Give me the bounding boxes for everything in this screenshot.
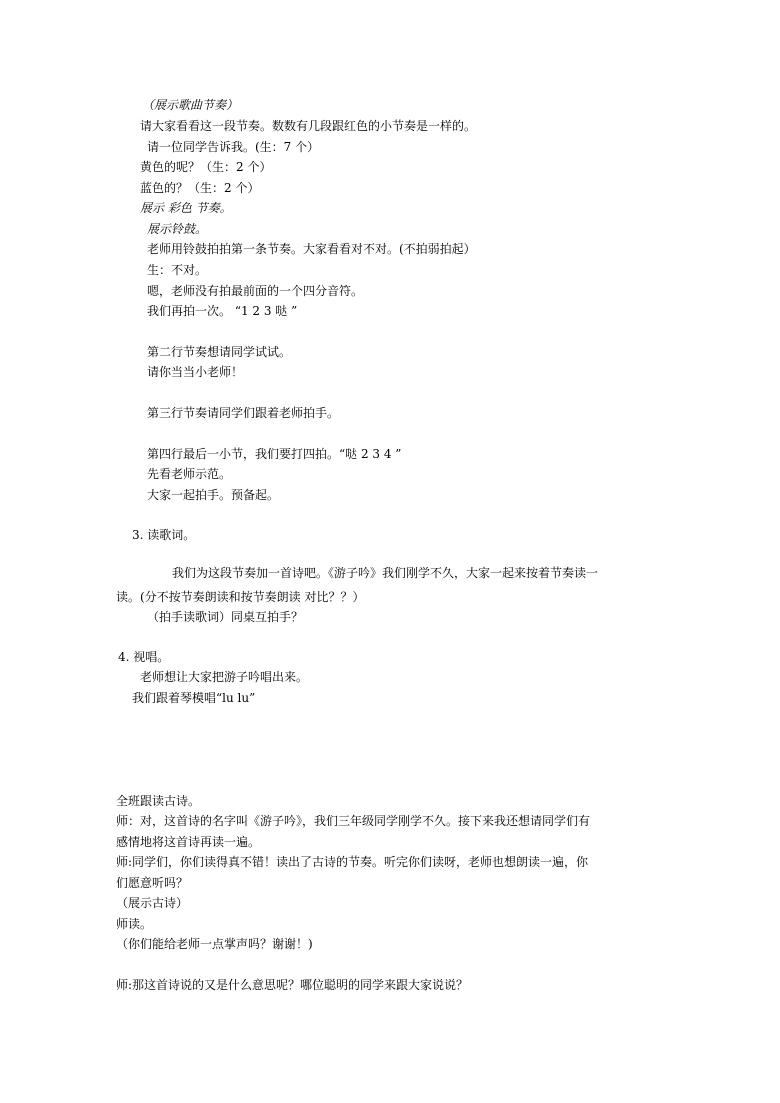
- text-line: 读。(分不按节奏朗读和按节奏朗读 对比？？）: [116, 590, 365, 604]
- text-line: （你们能给老师一点掌声吗？谢谢！): [116, 937, 313, 951]
- text-line: 我们跟着琴模唱“lu lu”: [132, 691, 256, 705]
- text-line: 请你当当小老师！: [147, 365, 244, 379]
- stage-direction-tambourine: 展示铃鼓。: [147, 222, 208, 236]
- text-line: 第二行节奏想请同学试试。: [147, 345, 292, 359]
- text-line: 先看老师示范。: [147, 467, 232, 481]
- text-line: 我们为这段节奏加一首诗吧。《游子吟》我们刚学不久，大家一起来按着节奏读一: [172, 566, 599, 580]
- section-heading-read-lyrics: 3. 读歌词。: [132, 528, 196, 542]
- stage-direction-show-rhythm: （展示歌曲节奏）: [142, 98, 239, 112]
- text-line: 请大家看看这一段节奏。数数有几段跟红色的小节奏是一样的。: [140, 119, 477, 133]
- text-line: 全班跟读古诗。: [116, 794, 201, 808]
- text-line: 师:那这首诗说的又是什么意思呢？哪位聪明的同学来跟大家说说？: [116, 978, 469, 992]
- text-line: 老师想让大家把游子吟唱出来。: [140, 670, 309, 684]
- text-line: 师读。: [116, 917, 153, 931]
- text-line: 老师用铃鼓拍拍第一条节奏。大家看看对不对。(不拍弱拍起）: [147, 242, 476, 256]
- section-heading-sight-singing: 4. 视唱。: [118, 650, 170, 664]
- text-line: 大家一起拍手。预备起。: [147, 488, 280, 502]
- text-line: 第三行节奏请同学们跟着老师拍手。: [147, 406, 340, 420]
- text-line: 嗯，老师没有拍最前面的一个四分音符。: [147, 284, 364, 298]
- text-line: 请一位同学告诉我。(生：7 个）: [147, 140, 320, 154]
- text-line: 师:同学们，你们读得真不错！读出了古诗的节奏。听完你们读呀，老师也想朗读一遍，你: [116, 855, 589, 869]
- text-line: （展示古诗）: [116, 896, 189, 910]
- text-line: 感情地将这首诗再读一遍。: [116, 835, 261, 849]
- text-line: （拍手读歌词）同桌互拍手？: [147, 610, 304, 624]
- text-line: 我们再拍一次。 “1 2 3 哒 ”: [147, 304, 298, 318]
- text-line: 蓝色的？（生：2 个）: [140, 181, 260, 195]
- stage-direction-color-rhythm: 展示 彩色 节奏。: [140, 201, 232, 215]
- text-line: 师：对，这首诗的名字叫《游子吟》，我们三年级同学刚学不久。接下来我还想请同学们有: [116, 814, 591, 828]
- text-line: 黄色的呢？（生：2 个）: [140, 160, 272, 174]
- text-line: 们愿意听吗？: [116, 876, 189, 890]
- text-line: 生：不对。: [147, 263, 208, 277]
- text-line: 第四行最后一小节，我们要打四拍。“哒 2 3 4 ”: [147, 447, 402, 461]
